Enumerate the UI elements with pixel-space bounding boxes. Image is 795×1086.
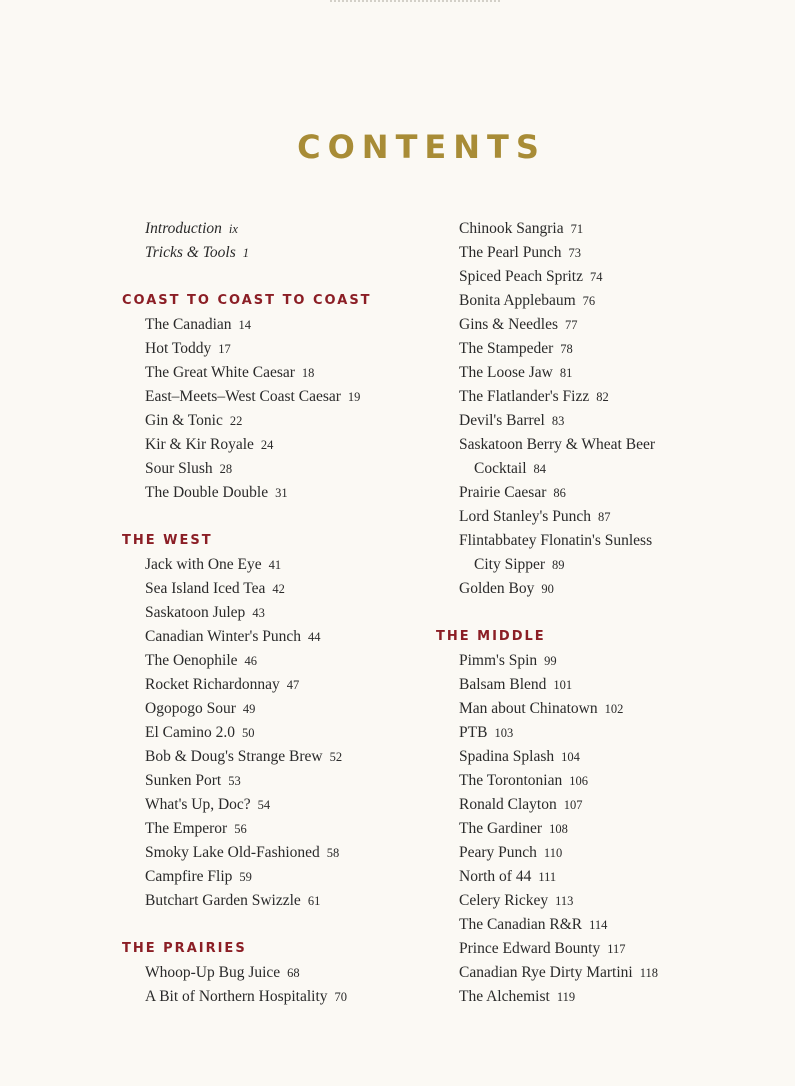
entry-page-number: 22 <box>229 414 243 428</box>
entry-page-number: 99 <box>544 654 557 668</box>
entry-page-number: 86 <box>553 486 566 500</box>
entry-page-number: 18 <box>301 366 315 380</box>
toc-entry[interactable] <box>436 745 776 769</box>
toc-entry[interactable] <box>436 505 776 529</box>
toc-entry[interactable] <box>436 241 776 265</box>
entry-title: The Loose Jaw <box>459 364 553 381</box>
toc-entry[interactable] <box>436 793 776 817</box>
entry-title: The Canadian R&R <box>459 916 583 933</box>
entry-page-number: 52 <box>329 750 343 764</box>
toc-entry[interactable] <box>122 577 422 601</box>
toc-right-column <box>436 217 776 1009</box>
entry-title: Sea Island Iced Tea <box>145 580 266 597</box>
entry-page-number: 74 <box>589 270 603 284</box>
toc-entry[interactable] <box>436 865 776 889</box>
entry-page-number: 102 <box>604 702 624 716</box>
toc-entry[interactable] <box>122 649 422 673</box>
entry-page-number: 46 <box>244 654 258 668</box>
entry-title: Gins & Needles <box>459 316 559 333</box>
entry-title: Devil's Barrel <box>459 412 545 429</box>
entry-page-number: 68 <box>287 966 300 980</box>
toc-entry[interactable] <box>436 697 776 721</box>
section-heading: COAST TO COAST TO COAST <box>122 293 372 308</box>
entry-title: The Great White Caesar <box>145 364 295 381</box>
entry-title: Campfire Flip <box>145 868 233 885</box>
entry-title: Saskatoon Berry & Wheat Beer <box>459 436 655 453</box>
entry-title-continued <box>459 553 776 577</box>
entry-title: The Canadian <box>145 316 232 333</box>
entry-title: Saskatoon Julep <box>145 604 246 621</box>
toc-entry[interactable] <box>122 889 422 913</box>
toc-entry[interactable] <box>122 769 422 793</box>
toc-entry[interactable] <box>436 913 776 937</box>
page-title: CONTENTS <box>297 128 546 166</box>
entry-page-number: 70 <box>334 990 348 1004</box>
toc-entry[interactable] <box>122 841 422 865</box>
entry-title: The Oenophile <box>145 652 238 669</box>
toc-entry[interactable] <box>122 697 422 721</box>
toc-entry[interactable] <box>122 985 422 1009</box>
toc-entry[interactable] <box>122 313 422 337</box>
entry-title: Chinook Sangria <box>459 220 564 237</box>
toc-entry[interactable] <box>436 265 776 289</box>
entry-page-number: 106 <box>569 774 588 788</box>
entry-page-number: 107 <box>563 798 583 812</box>
section-spacer <box>122 265 422 289</box>
toc-entry[interactable] <box>122 625 422 649</box>
entry-title: The Double Double <box>145 484 269 501</box>
entry-page-number: 90 <box>541 582 554 596</box>
entry-page-number: 87 <box>597 510 611 524</box>
entry-page-number: 42 <box>272 582 285 596</box>
entry-title: Peary Punch <box>459 844 537 861</box>
toc-entry[interactable] <box>122 721 422 745</box>
entry-title: Sour Slush <box>145 460 213 477</box>
entry-page-number: 110 <box>543 846 563 860</box>
entry-title: Jack with One Eye <box>145 556 262 573</box>
entry-page-number: 84 <box>533 462 547 476</box>
toc-entry[interactable] <box>436 673 776 697</box>
section-spacer <box>122 505 422 529</box>
entry-page-number: 119 <box>556 990 576 1004</box>
toc-entry[interactable] <box>122 217 422 241</box>
toc-entry[interactable] <box>436 889 776 913</box>
toc-entry[interactable] <box>436 409 776 433</box>
entry-title: Kir & Kir Royale <box>145 436 254 453</box>
entry-page-number: 53 <box>228 774 241 788</box>
entry-title: Gin & Tonic <box>145 412 223 429</box>
entry-page-number: 44 <box>308 630 321 644</box>
toc-entry[interactable] <box>436 961 776 985</box>
toc-entry[interactable] <box>122 793 422 817</box>
toc-entry[interactable] <box>436 841 776 865</box>
entry-title: The Flatlander's Fizz <box>459 388 590 405</box>
entry-title: Pimm's Spin <box>459 652 538 669</box>
entry-page-number: 61 <box>307 894 321 908</box>
entry-title: PTB <box>459 724 488 741</box>
toc-entry[interactable] <box>436 769 776 793</box>
entry-page-number: 24 <box>260 438 274 452</box>
entry-page-number: 111 <box>538 870 557 884</box>
entry-page-number: 47 <box>286 678 300 692</box>
section-spacer <box>436 601 776 625</box>
toc-entry[interactable] <box>122 409 422 433</box>
entry-title: East–Meets–West Coast Caesar <box>145 388 341 405</box>
entry-page-number: 89 <box>552 558 565 572</box>
toc-entry[interactable] <box>436 217 776 241</box>
entry-page-number: 114 <box>589 918 608 932</box>
entry-title: Hot Toddy <box>145 340 212 357</box>
toc-entry[interactable] <box>436 529 776 577</box>
entry-page-number: 83 <box>551 414 565 428</box>
toc-entry[interactable] <box>436 649 776 673</box>
entry-page-number: 19 <box>347 390 361 404</box>
toc-entry[interactable] <box>436 985 776 1009</box>
entry-title: A Bit of Northern Hospitality <box>145 988 328 1005</box>
entry-title: Prince Edward Bounty <box>459 940 601 957</box>
entry-title-line2: City Sipper <box>474 556 546 573</box>
toc-entry[interactable] <box>436 361 776 385</box>
entry-title: Canadian Winter's Punch <box>145 628 301 645</box>
entry-page-number: 31 <box>275 486 288 500</box>
entry-page-number: 71 <box>570 222 584 236</box>
entry-page-number: 17 <box>218 342 231 356</box>
toc-entry[interactable] <box>122 553 422 577</box>
entry-page-number: 41 <box>268 558 282 572</box>
entry-page-number: 77 <box>565 318 578 332</box>
toc-entry[interactable] <box>122 385 422 409</box>
toc-entry[interactable] <box>436 937 776 961</box>
entry-title: Spadina Splash <box>459 748 555 765</box>
toc-entry[interactable] <box>436 337 776 361</box>
entry-title-line2: Cocktail <box>474 460 527 477</box>
entry-page-number: 76 <box>582 294 596 308</box>
entry-title: Whoop-Up Bug Juice <box>145 964 281 981</box>
toc-entry[interactable] <box>122 481 422 505</box>
entry-title: Prairie Caesar <box>459 484 547 501</box>
entry-title: Introduction <box>145 220 222 237</box>
entry-title: The Pearl Punch <box>459 244 562 261</box>
entry-title: Man about Chinatown <box>459 700 598 717</box>
entry-title: Canadian Rye Dirty Martini <box>459 964 633 981</box>
entry-title: Golden Boy <box>459 580 535 597</box>
toc-entry[interactable] <box>436 817 776 841</box>
entry-title: Spiced Peach Spritz <box>459 268 583 285</box>
entry-page-number: 108 <box>549 822 568 836</box>
toc-left-column <box>122 217 422 1009</box>
toc-entry[interactable] <box>122 961 422 985</box>
entry-title: Sunken Port <box>145 772 222 789</box>
toc-entry[interactable] <box>436 313 776 337</box>
section-heading: THE MIDDLE <box>436 629 546 644</box>
entry-title: Balsam Blend <box>459 676 547 693</box>
entry-title: Smoky Lake Old-Fashioned <box>145 844 320 861</box>
entry-title: The Alchemist <box>459 988 550 1005</box>
entry-page-number: 73 <box>568 246 581 260</box>
entry-title: The Gardiner <box>459 820 543 837</box>
section-spacer <box>122 913 422 937</box>
toc-entry[interactable] <box>436 577 776 601</box>
entry-page-number: 101 <box>553 678 573 692</box>
entry-title: Ronald Clayton <box>459 796 557 813</box>
entry-page-number: 14 <box>238 318 252 332</box>
entry-page-number: ix <box>228 222 238 236</box>
entry-page-number: 117 <box>607 942 626 956</box>
toc-entry[interactable] <box>122 361 422 385</box>
entry-title: Tricks & Tools <box>145 244 236 261</box>
section-heading: THE WEST <box>122 533 213 548</box>
entry-title: Ogopogo Sour <box>145 700 236 717</box>
entry-page-number: 104 <box>561 750 580 764</box>
toc-entry[interactable] <box>122 601 422 625</box>
toc-entry[interactable] <box>122 457 422 481</box>
running-head-remnant <box>330 0 500 6</box>
entry-page-number: 49 <box>242 702 256 716</box>
entry-title: Rocket Richardonnay <box>145 676 280 693</box>
entry-title: The Torontonian <box>459 772 563 789</box>
section-heading: THE PRAIRIES <box>122 941 247 956</box>
toc-entry[interactable] <box>122 865 422 889</box>
entry-title: El Camino 2.0 <box>145 724 235 741</box>
toc-entry[interactable] <box>122 337 422 361</box>
entry-title: What's Up, Doc? <box>145 796 251 813</box>
entry-title: The Stampeder <box>459 340 554 357</box>
toc-entry[interactable] <box>122 817 422 841</box>
toc-entry[interactable] <box>436 433 776 481</box>
entry-page-number: 1 <box>242 246 249 260</box>
entry-page-number: 113 <box>555 894 574 908</box>
entry-title: Lord Stanley's Punch <box>459 508 591 525</box>
entry-title: North of 44 <box>459 868 532 885</box>
entry-title: Bonita Applebaum <box>459 292 576 309</box>
entry-title: The Emperor <box>145 820 228 837</box>
entry-title: Bob & Doug's Strange Brew <box>145 748 323 765</box>
entry-page-number: 50 <box>241 726 255 740</box>
entry-title-continued <box>459 457 776 481</box>
entry-page-number: 81 <box>559 366 573 380</box>
entry-page-number: 78 <box>560 342 573 356</box>
toc-entry[interactable] <box>436 385 776 409</box>
entry-title: Butchart Garden Swizzle <box>145 892 301 909</box>
toc-entry[interactable] <box>436 721 776 745</box>
toc-entry[interactable] <box>122 745 422 769</box>
entry-title: Celery Rickey <box>459 892 549 909</box>
entry-page-number: 59 <box>239 870 252 884</box>
toc-entry[interactable] <box>122 673 422 697</box>
entry-title: Flintabbatey Flonatin's Sunless <box>459 532 653 549</box>
toc-entry[interactable] <box>436 481 776 505</box>
entry-page-number: 28 <box>219 462 233 476</box>
entry-page-number: 82 <box>596 390 609 404</box>
entry-page-number: 43 <box>252 606 265 620</box>
toc-entry[interactable] <box>122 241 422 265</box>
entry-page-number: 58 <box>326 846 340 860</box>
entry-page-number: 54 <box>257 798 271 812</box>
entry-page-number: 103 <box>494 726 514 740</box>
entry-page-number: 56 <box>234 822 247 836</box>
toc-entry[interactable] <box>436 289 776 313</box>
entry-page-number: 118 <box>639 966 659 980</box>
toc-entry[interactable] <box>122 433 422 457</box>
